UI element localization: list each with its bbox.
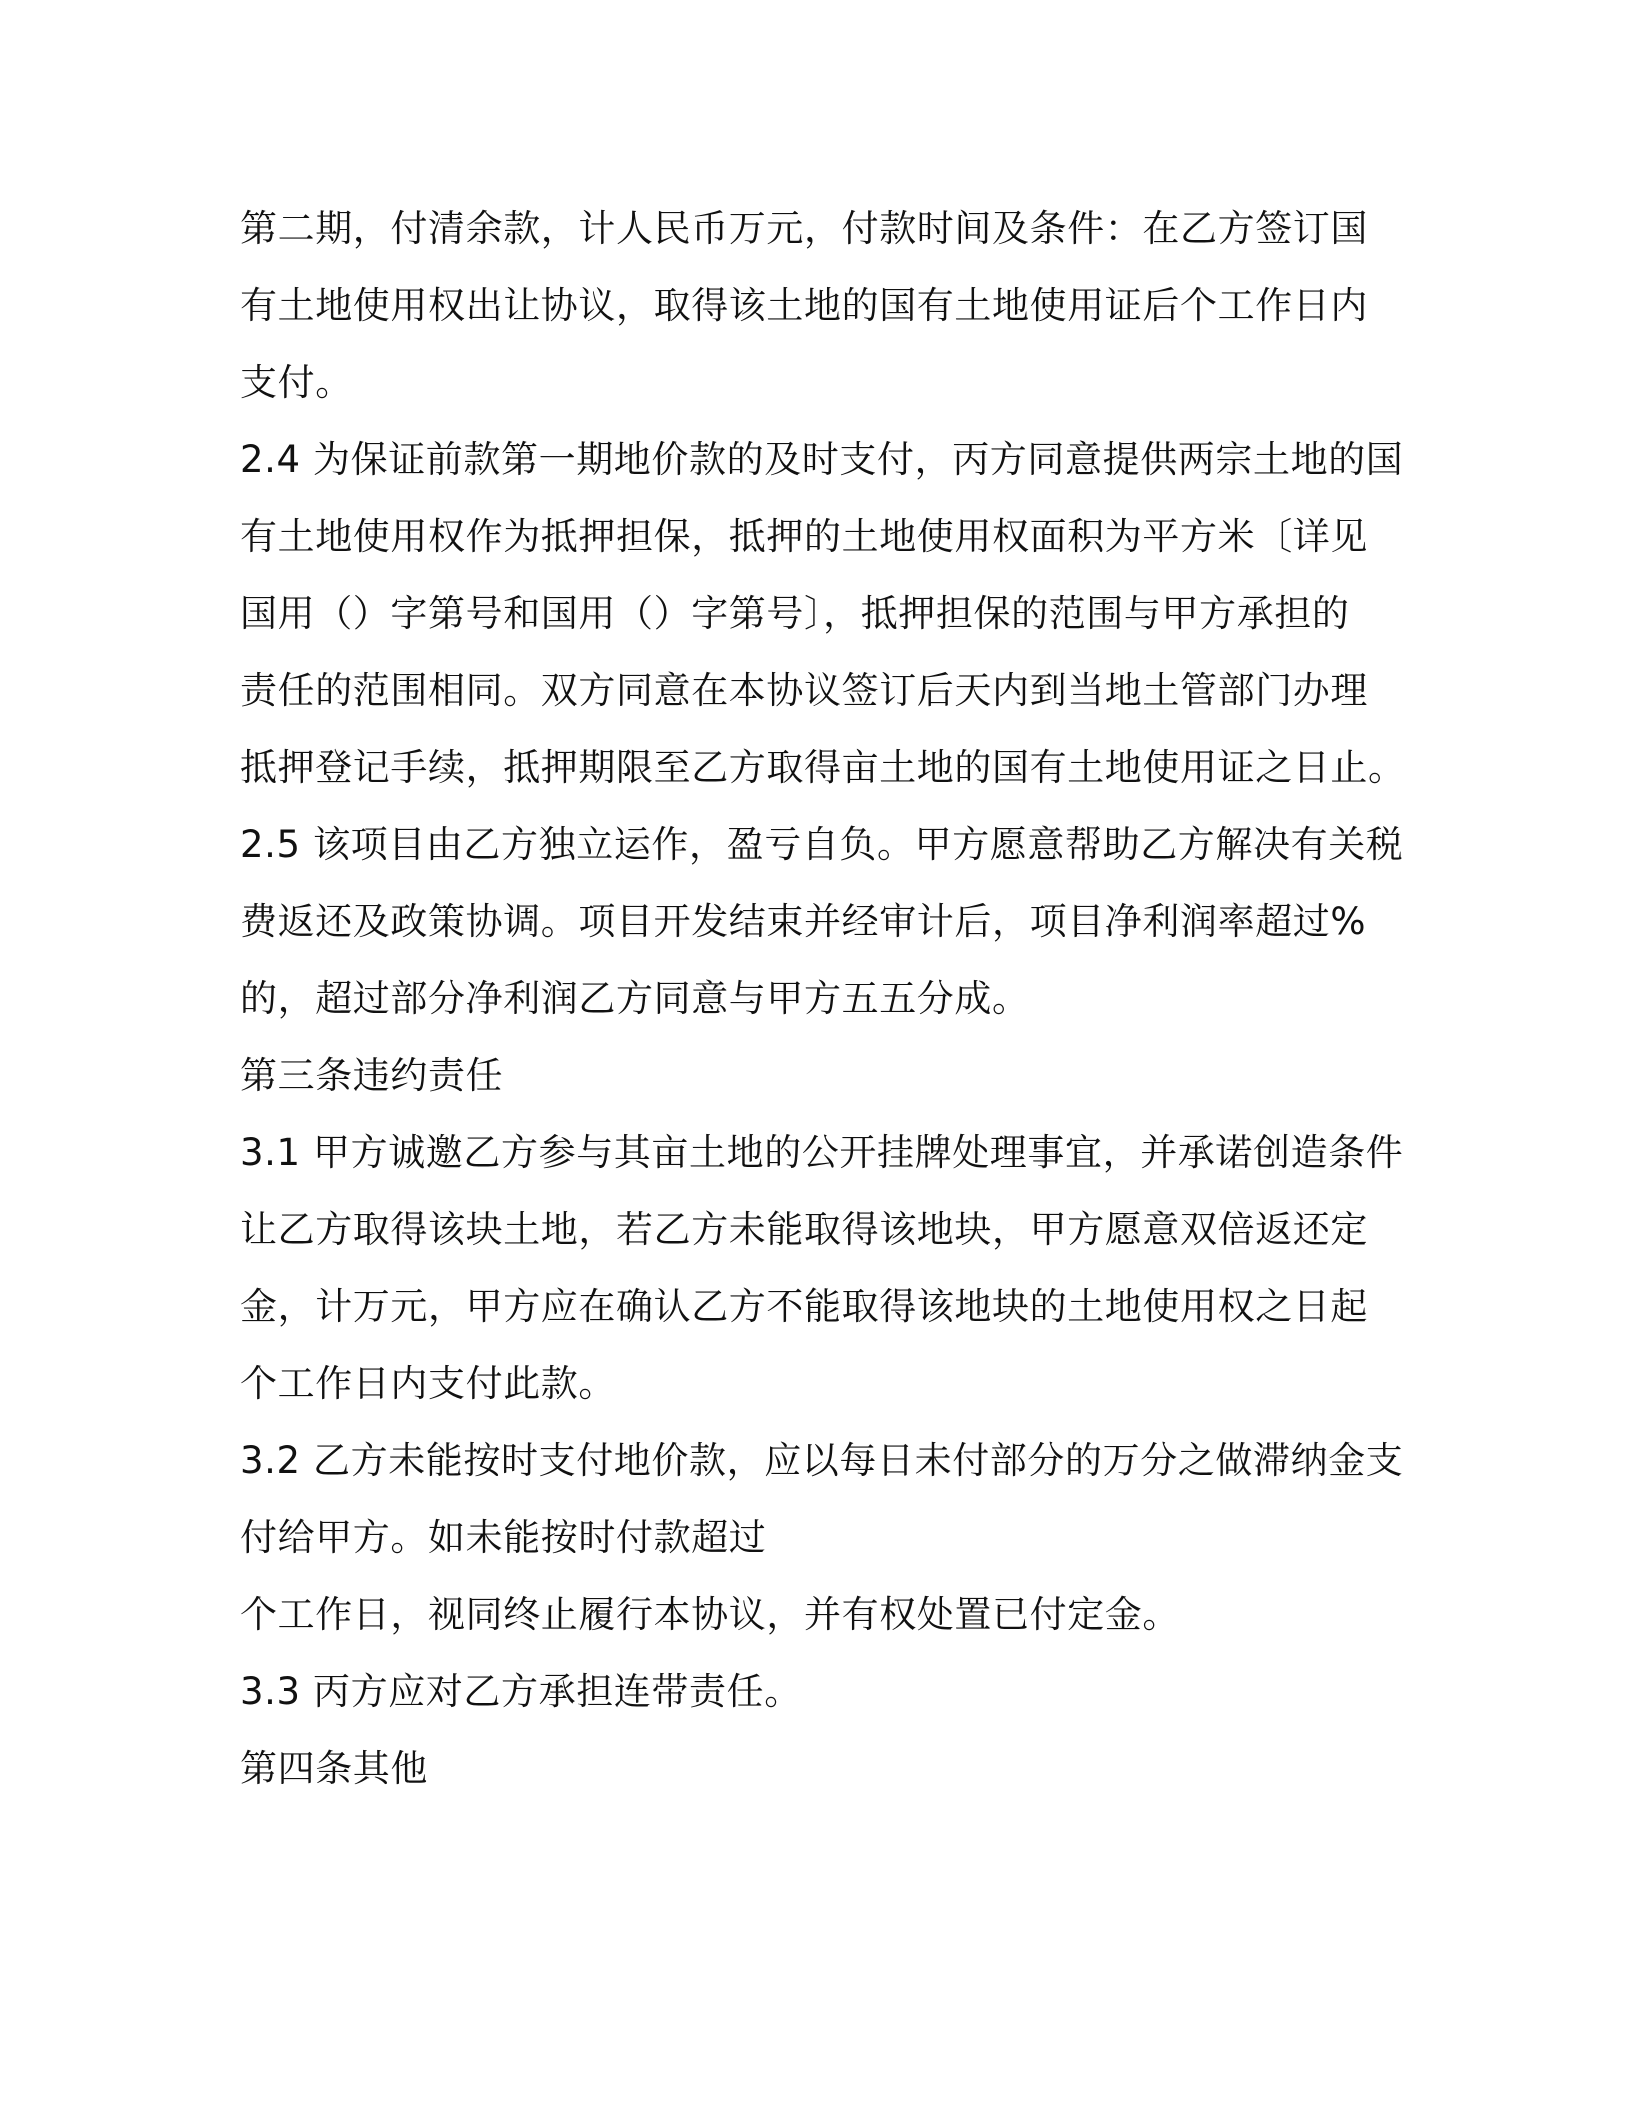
text-line: 国用（）字第号和国用（）字第号〕，抵押担保的范围与甲方承担的 <box>240 592 1350 635</box>
text-line: 让乙方取得该块土地，若乙方未能取得该地块，甲方愿意双倍返还定 <box>240 1208 1368 1251</box>
text-line: 的，超过部分净利润乙方同意与甲方五五分成。 <box>240 977 1030 1020</box>
text-line: 2.5 该项目由乙方独立运作，盈亏自负。甲方愿意帮助乙方解决有关税 <box>240 823 1404 866</box>
text-line: 第二期，付清余款，计人民币万元，付款时间及条件：在乙方签订国 <box>240 207 1368 250</box>
text-line: 责任的范围相同。双方同意在本协议签订后天内到当地土管部门办理 <box>240 669 1368 712</box>
section-heading: 第四条其他 <box>240 1747 428 1790</box>
text-line: 支付。 <box>240 361 353 404</box>
text-line: 有土地使用权出让协议，取得该土地的国有土地使用证后个工作日内 <box>240 284 1368 327</box>
text-line: 个工作日，视同终止履行本协议，并有权处置已付定金。 <box>240 1593 1180 1636</box>
text-line: 3.2 乙方未能按时支付地价款，应以每日未付部分的万分之做滞纳金支 <box>240 1439 1404 1482</box>
text-line: 费返还及政策协调。项目开发结束并经审计后，项目净利润率超过% <box>240 900 1367 943</box>
text-line: 3.1 甲方诚邀乙方参与其亩土地的公开挂牌处理事宜，并承诺创造条件 <box>240 1131 1404 1174</box>
text-line: 3.3 丙方应对乙方承担连带责任。 <box>240 1670 802 1713</box>
text-line: 有土地使用权作为抵押担保，抵押的土地使用权面积为平方米〔详见 <box>240 515 1368 558</box>
document-body <box>240 190 1406 1807</box>
text-line: 个工作日内支付此款。 <box>240 1362 616 1405</box>
text-line: 抵押登记手续，抵押期限至乙方取得亩土地的国有土地使用证之日止。 <box>240 746 1406 789</box>
section-heading: 第三条违约责任 <box>240 1054 504 1097</box>
text-line: 2.4 为保证前款第一期地价款的及时支付，丙方同意提供两宗土地的国 <box>240 438 1404 481</box>
text-line: 金，计万元，甲方应在确认乙方不能取得该地块的土地使用权之日起 <box>240 1285 1368 1328</box>
text-line: 付给甲方。如未能按时付款超过 <box>240 1516 767 1559</box>
